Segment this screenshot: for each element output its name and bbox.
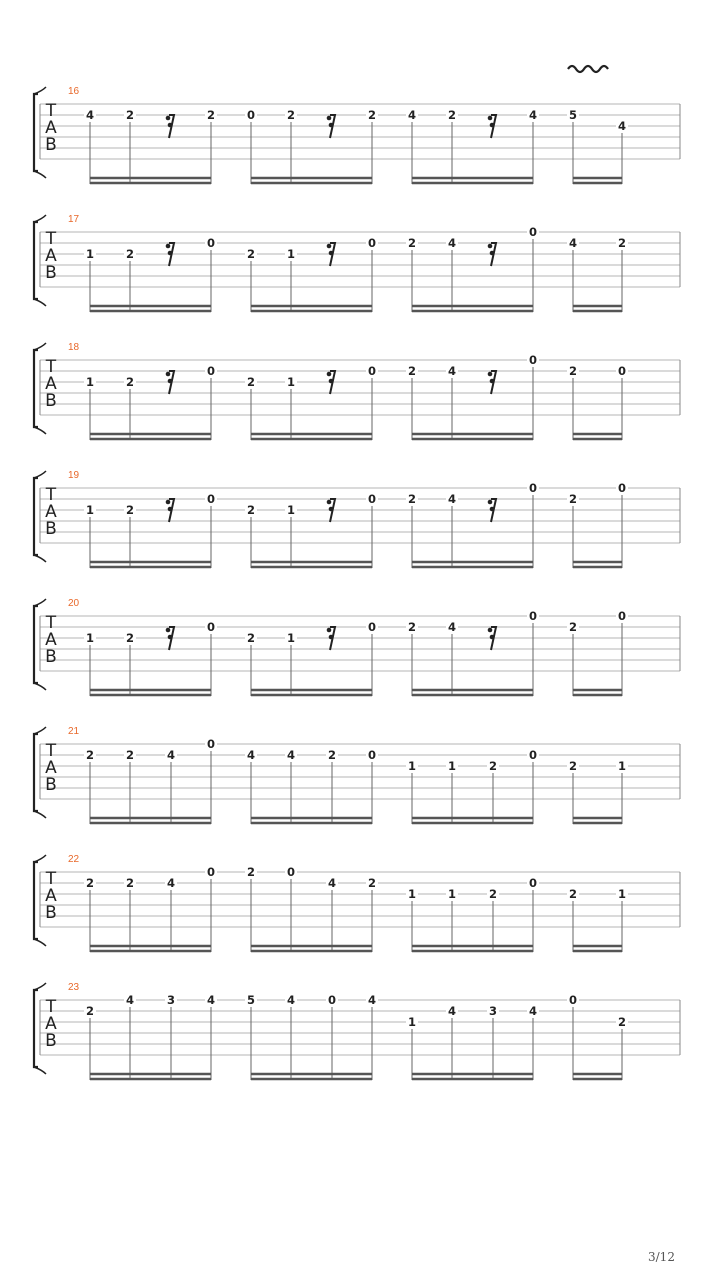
tab-clef-letter: A	[45, 1014, 57, 1034]
fret-number: 2	[125, 503, 135, 517]
rest-dot	[488, 500, 493, 505]
fret-number: 2	[85, 1004, 95, 1018]
rest-dot	[327, 372, 332, 377]
rest-dot	[488, 244, 493, 249]
bracket-hook	[34, 939, 46, 946]
fret-number: 1	[447, 759, 457, 773]
tab-system	[34, 342, 680, 440]
fret-number: 3	[488, 1004, 498, 1018]
rest-dot	[329, 251, 334, 256]
tab-system	[34, 854, 680, 952]
bracket-hook	[34, 683, 46, 690]
fret-number: 2	[246, 865, 256, 879]
fret-number: 4	[166, 748, 176, 762]
fret-number: 2	[407, 236, 417, 250]
tab-system	[34, 86, 680, 184]
fret-number: 3	[166, 993, 176, 1007]
tab-clef-letter: B	[45, 647, 57, 667]
rest-dot	[327, 500, 332, 505]
rest-dot	[490, 635, 495, 640]
bracket-hook	[34, 811, 46, 818]
tab-clef-letter: B	[45, 391, 57, 411]
bracket-hook	[34, 299, 46, 306]
tab-clef-letter: A	[45, 886, 57, 906]
fret-number: 4	[568, 236, 578, 250]
fret-number: 4	[407, 108, 417, 122]
rest-dot	[329, 123, 334, 128]
fret-number: 0	[528, 481, 538, 495]
fret-number: 0	[206, 364, 216, 378]
tab-clef-letter: B	[45, 903, 57, 923]
fret-number: 2	[617, 236, 627, 250]
rest-dot	[490, 251, 495, 256]
fret-number: 4	[206, 993, 216, 1007]
rest-dot	[327, 628, 332, 633]
tab-system	[34, 470, 680, 568]
fret-number: 0	[367, 492, 377, 506]
tab-clef-letter: B	[45, 263, 57, 283]
fret-number: 2	[617, 1015, 627, 1029]
fret-number: 4	[85, 108, 95, 122]
fret-number: 0	[206, 620, 216, 634]
fret-number: 1	[85, 247, 95, 261]
rest-dot	[168, 635, 173, 640]
measure-number: 16	[68, 86, 80, 97]
tab-clef-letter: A	[45, 374, 57, 394]
tab-clef-letter: T	[45, 357, 57, 377]
rest-dot	[488, 628, 493, 633]
fret-number: 1	[286, 247, 296, 261]
fret-number: 0	[206, 236, 216, 250]
bracket-hook	[34, 87, 46, 94]
fret-number: 2	[367, 876, 377, 890]
fret-number: 0	[327, 993, 337, 1007]
measure-number: 22	[68, 854, 80, 865]
fret-number: 1	[286, 375, 296, 389]
rest-dot	[168, 379, 173, 384]
fret-number: 2	[367, 108, 377, 122]
fret-number: 2	[568, 364, 578, 378]
fret-number: 2	[125, 247, 135, 261]
rest-dot	[166, 500, 171, 505]
fret-number: 4	[528, 108, 538, 122]
rest-dot	[168, 507, 173, 512]
fret-number: 0	[528, 225, 538, 239]
bracket-hook	[34, 1067, 46, 1074]
tab-clef-letter: T	[45, 485, 57, 505]
tab-clef-letter: A	[45, 630, 57, 650]
measure-number: 21	[68, 726, 80, 737]
fret-number: 2	[568, 887, 578, 901]
fret-number: 2	[206, 108, 216, 122]
fret-number: 4	[125, 993, 135, 1007]
system-bracket	[34, 94, 38, 171]
fret-number: 1	[447, 887, 457, 901]
system-bracket	[34, 222, 38, 299]
fret-number: 1	[407, 1015, 417, 1029]
fret-number: 0	[528, 876, 538, 890]
tab-clef-letter: B	[45, 775, 57, 795]
rest-dot	[329, 379, 334, 384]
fret-number: 4	[166, 876, 176, 890]
bracket-hook	[34, 855, 46, 862]
fret-number: 0	[617, 609, 627, 623]
fret-number: 0	[617, 364, 627, 378]
rest-dot	[490, 379, 495, 384]
fret-number: 1	[85, 631, 95, 645]
tab-clef-letter: B	[45, 519, 57, 539]
tab-clef-letter: T	[45, 741, 57, 761]
fret-number: 0	[528, 353, 538, 367]
fret-number: 2	[246, 247, 256, 261]
fret-number: 0	[367, 620, 377, 634]
page-number: 3/12	[648, 1250, 675, 1264]
fret-number: 4	[447, 492, 457, 506]
rest-dot	[327, 116, 332, 121]
fret-number: 0	[617, 481, 627, 495]
rest-dot	[488, 116, 493, 121]
fret-number: 4	[447, 620, 457, 634]
fret-number: 2	[125, 108, 135, 122]
rest-dot	[166, 116, 171, 121]
fret-number: 0	[286, 865, 296, 879]
fret-number: 2	[246, 631, 256, 645]
fret-number: 1	[85, 375, 95, 389]
tab-clef-letter: A	[45, 502, 57, 522]
fret-number: 4	[447, 236, 457, 250]
fret-number: 1	[286, 503, 296, 517]
fret-number: 2	[488, 887, 498, 901]
rest-dot	[166, 244, 171, 249]
fret-number: 0	[528, 609, 538, 623]
bracket-hook	[34, 471, 46, 478]
measure-number: 23	[68, 982, 80, 993]
rest-dot	[490, 123, 495, 128]
system-bracket	[34, 478, 38, 555]
fret-number: 4	[447, 1004, 457, 1018]
fret-number: 2	[85, 876, 95, 890]
fret-number: 0	[367, 364, 377, 378]
fret-number: 0	[367, 748, 377, 762]
tab-clef-letter: A	[45, 118, 57, 138]
system-bracket	[34, 734, 38, 811]
fret-number: 4	[327, 876, 337, 890]
tab-clef-letter: A	[45, 758, 57, 778]
fret-number: 2	[246, 375, 256, 389]
fret-number: 0	[206, 737, 216, 751]
fret-number: 1	[617, 759, 627, 773]
fret-number: 1	[85, 503, 95, 517]
system-bracket	[34, 606, 38, 683]
fret-number: 4	[286, 993, 296, 1007]
vibrato-icon	[566, 60, 614, 74]
fret-number: 2	[125, 876, 135, 890]
fret-number: 2	[407, 364, 417, 378]
rest-dot	[327, 244, 332, 249]
fret-number: 1	[286, 631, 296, 645]
tab-system	[34, 598, 680, 696]
bracket-hook	[34, 215, 46, 222]
fret-number: 1	[617, 887, 627, 901]
bracket-hook	[34, 343, 46, 350]
fret-number: 4	[367, 993, 377, 1007]
system-bracket	[34, 862, 38, 939]
tab-clef-letter: T	[45, 613, 57, 633]
fret-number: 2	[286, 108, 296, 122]
rest-dot	[329, 507, 334, 512]
tab-clef-letter: T	[45, 869, 57, 889]
tab-system	[34, 726, 680, 824]
rest-dot	[488, 372, 493, 377]
measure-number: 19	[68, 470, 80, 481]
fret-number: 1	[407, 887, 417, 901]
fret-number: 4	[286, 748, 296, 762]
fret-number: 0	[568, 993, 578, 1007]
fret-number: 2	[125, 375, 135, 389]
tab-clef-letter: B	[45, 135, 57, 155]
system-bracket	[34, 990, 38, 1067]
fret-number: 2	[407, 620, 417, 634]
bracket-hook	[34, 599, 46, 606]
tab-clef-letter: T	[45, 229, 57, 249]
bracket-hook	[34, 555, 46, 562]
fret-number: 2	[568, 620, 578, 634]
fret-number: 0	[528, 748, 538, 762]
rest-dot	[166, 372, 171, 377]
fret-number: 2	[125, 631, 135, 645]
fret-number: 5	[246, 993, 256, 1007]
fret-number: 0	[367, 236, 377, 250]
tab-system	[34, 214, 680, 312]
fret-number: 2	[488, 759, 498, 773]
fret-number: 0	[206, 865, 216, 879]
fret-number: 2	[246, 503, 256, 517]
fret-number: 2	[327, 748, 337, 762]
rest-dot	[490, 507, 495, 512]
system-bracket	[34, 350, 38, 427]
bracket-hook	[34, 171, 46, 178]
bracket-hook	[34, 427, 46, 434]
tab-system	[34, 982, 680, 1080]
fret-number: 4	[528, 1004, 538, 1018]
fret-number: 0	[206, 492, 216, 506]
measure-number: 18	[68, 342, 80, 353]
tab-clef-letter: T	[45, 101, 57, 121]
rest-dot	[166, 628, 171, 633]
fret-number: 4	[447, 364, 457, 378]
tab-clef-letter: A	[45, 246, 57, 266]
fret-number: 4	[617, 119, 627, 133]
rest-dot	[168, 123, 173, 128]
rest-dot	[329, 635, 334, 640]
rest-dot	[168, 251, 173, 256]
fret-number: 2	[568, 492, 578, 506]
tab-clef-letter: B	[45, 1031, 57, 1051]
measure-number: 17	[68, 214, 80, 225]
measure-number: 20	[68, 598, 80, 609]
fret-number: 2	[447, 108, 457, 122]
fret-number: 2	[85, 748, 95, 762]
fret-number: 2	[568, 759, 578, 773]
fret-number: 5	[568, 108, 578, 122]
fret-number: 4	[246, 748, 256, 762]
fret-number: 1	[407, 759, 417, 773]
fret-number: 2	[125, 748, 135, 762]
fret-number: 0	[246, 108, 256, 122]
fret-number: 2	[407, 492, 417, 506]
bracket-hook	[34, 983, 46, 990]
bracket-hook	[34, 727, 46, 734]
tab-clef-letter: T	[45, 997, 57, 1017]
